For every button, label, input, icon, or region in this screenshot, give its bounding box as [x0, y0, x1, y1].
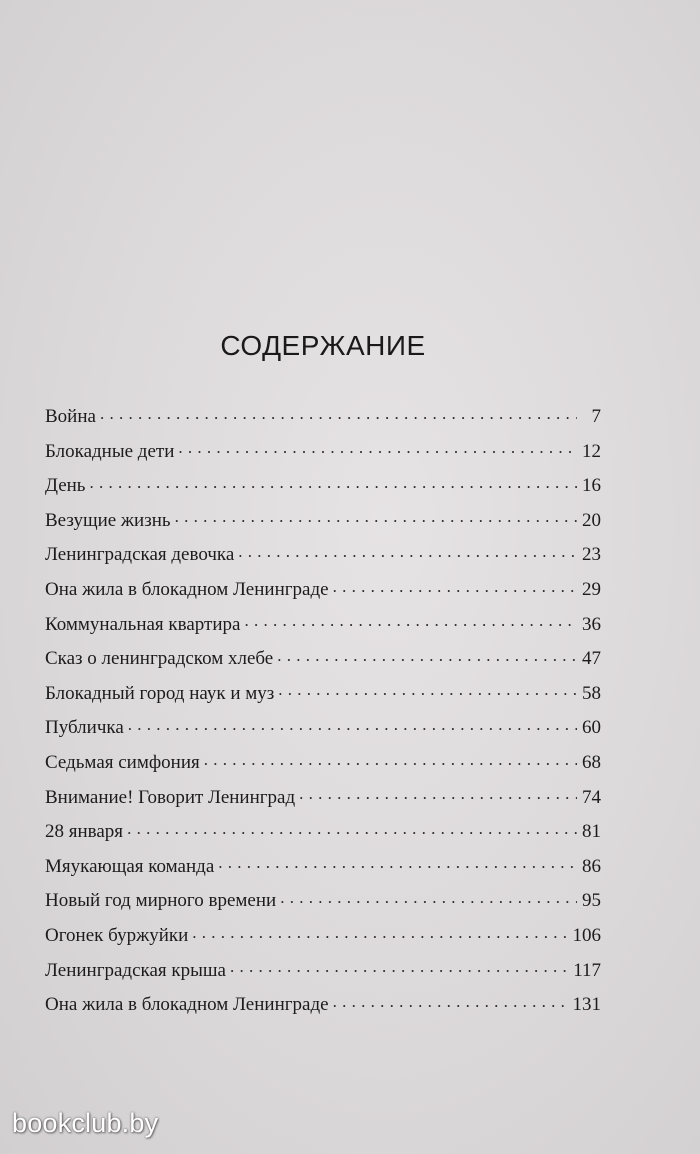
- toc-entry-page: 29: [582, 578, 601, 600]
- toc-entry-title: Война: [45, 406, 96, 427]
- dot-leader: [89, 476, 577, 496]
- dot-leader: [218, 857, 577, 877]
- toc-entry: [45, 850, 601, 885]
- dot-leader: [280, 892, 577, 912]
- toc-entry-page: 131: [572, 994, 601, 1016]
- toc-entry-title: Блокадный город наук и муз: [45, 682, 275, 704]
- toc-entry-title: Она жила в блокадном Ленинграде: [45, 578, 329, 600]
- toc-entry: [45, 954, 601, 989]
- toc-entry: [45, 504, 601, 539]
- dot-leader: [128, 719, 577, 739]
- toc-entry-page: 68: [582, 751, 601, 773]
- toc-entry: [45, 781, 601, 816]
- toc-entry: [45, 435, 601, 470]
- toc-entry-page: 47: [582, 648, 601, 670]
- toc-entry-page: 86: [582, 855, 601, 877]
- toc-entry-page: 74: [582, 786, 601, 808]
- toc-entry: [45, 538, 601, 573]
- toc-entry-page: 7: [591, 406, 601, 427]
- toc-entry-title: Ленинградская крыша: [45, 959, 226, 981]
- dot-leader: [178, 442, 577, 462]
- toc-entry-title: Коммунальная квартира: [45, 613, 241, 635]
- toc-entry-title: Публичка: [45, 717, 124, 739]
- toc-entry-title: Мяукающая команда: [45, 855, 215, 877]
- watermark: bookclub.by: [12, 1108, 159, 1138]
- toc-entry: [45, 815, 601, 850]
- toc-entry-title: Седьмая симфония: [45, 751, 200, 773]
- toc-entry-title: Внимание! Говорит Ленинград: [45, 786, 296, 808]
- dot-leader: [277, 649, 577, 669]
- toc-entry: [45, 677, 601, 712]
- toc-entry-page: 20: [582, 509, 601, 531]
- toc-entry-title: Огонек буржуйки: [45, 924, 189, 946]
- dot-leader: [230, 961, 569, 981]
- toc-entry-page: 58: [582, 682, 601, 704]
- toc-entry-title: Блокадные дети: [45, 440, 175, 462]
- dot-leader: [127, 822, 577, 842]
- toc-entry-title: Ленинградская девочка: [45, 544, 235, 566]
- toc-entry-page: 95: [582, 890, 601, 912]
- toc-list: [45, 400, 601, 1023]
- toc-entry-title: Везущие жизнь: [45, 509, 171, 531]
- toc-entry-page: 36: [582, 613, 601, 635]
- toc-entry-title: Сказ о ленинградском хлебе: [45, 648, 274, 670]
- dot-leader: [299, 788, 577, 808]
- toc-entry: [45, 400, 601, 435]
- toc-entry: [45, 884, 601, 919]
- toc-entry-page: 81: [582, 821, 601, 843]
- toc-entry-page: 106: [572, 924, 601, 946]
- toc-entry-page: 117: [573, 959, 601, 981]
- toc-entry: [45, 919, 601, 954]
- toc-entry-page: 23: [582, 544, 601, 566]
- dot-leader: [244, 615, 577, 635]
- dot-leader: [175, 511, 577, 531]
- toc-entry: [45, 573, 601, 608]
- toc-entry-title: Она жила в блокадном Ленинграде: [45, 994, 329, 1016]
- dot-leader: [278, 684, 577, 704]
- toc-entry: [45, 642, 601, 677]
- toc-entry-title: 28 января: [45, 821, 124, 843]
- toc-entry: [45, 988, 601, 1023]
- toc-entry: [45, 711, 601, 746]
- toc-entry: [45, 608, 601, 643]
- dot-leader: [100, 407, 577, 427]
- toc-entry-title: День: [45, 475, 86, 497]
- toc-entry-page: 60: [582, 717, 601, 739]
- dot-leader: [204, 753, 577, 773]
- dot-leader: [333, 995, 569, 1015]
- toc-entry: [45, 469, 601, 504]
- toc-entry: [45, 746, 601, 781]
- toc-title: СОДЕРЖАНИЕ: [220, 330, 426, 361]
- dot-leader: [333, 580, 577, 600]
- dot-leader: [192, 926, 568, 946]
- dot-leader: [238, 546, 577, 566]
- toc-entry-title: Новый год мирного времени: [45, 890, 277, 912]
- toc-entry-page: 12: [582, 440, 601, 462]
- toc-entry-page: 16: [582, 475, 601, 497]
